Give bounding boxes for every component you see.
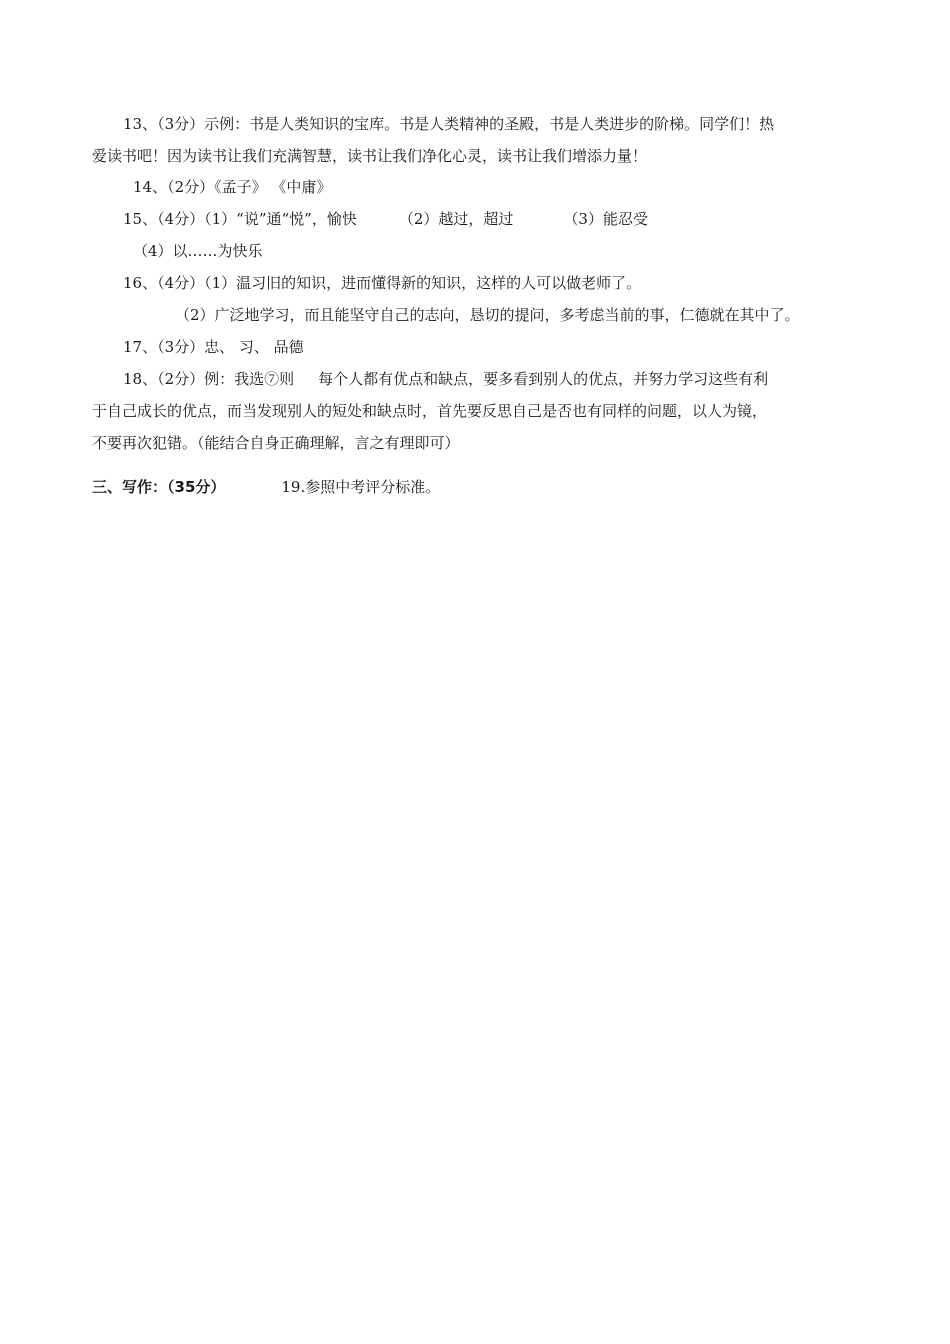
answer-18-line-3: 不要再次犯错。（能结合自身正确理解，言之有理即可）: [92, 434, 460, 452]
answer-18-line-2: 于自己成长的优点，而当发现别人的短处和缺点时，首先要反思自己是否也有同样的问题，以人为镜，: [92, 402, 768, 420]
answer-16-line-2: （2）广泛地学习，而且能坚守自己的志向，恳切的提问，多考虑当前的事，仁德就在其中了。: [175, 306, 800, 324]
answer-18-line-1: [123, 369, 768, 389]
answer-15-part-1: 15、（4分）（1）“说”通“悦”，愉快: [123, 210, 357, 228]
answer-13-line-1: 13、（3分）示例：书是人类知识的宝库。书是人类精神的圣殿，书是人类进步的阶梯。同学们！热: [123, 115, 775, 133]
answer-18-part-1: 18、（2分）例：我选⑦则: [123, 370, 295, 388]
answer-15-line-2: （4）以……为快乐: [133, 242, 263, 260]
answer-18-part-2: 每个人都有优点和缺点，要多看到别人的优点，并努力学习这些有利: [318, 370, 769, 388]
answer-13-line-2: 爱读书吧！因为读书让我们充满智慧，读书让我们净化心灵，读书让我们增添力量！: [92, 147, 648, 165]
answer-15-line-1: [123, 209, 648, 229]
answer-14: 14、（2分）《孟子》 《中庸》: [133, 178, 332, 196]
answer-15-part-2: （2）越过，超过: [398, 210, 514, 228]
answer-17: 17、（3分）忠、 习、 品德: [123, 338, 304, 356]
writing-section-note: 19.参照中考评分标准。: [281, 478, 441, 496]
writing-section-line: [92, 477, 440, 497]
answer-15-part-3: （3）能忍受: [563, 210, 648, 228]
writing-section-heading: 三、写作：（35分）: [92, 478, 226, 496]
answer-16-line-1: 16、（4分）（1）温习旧的知识，进而懂得新的知识，这样的人可以做老师了。: [123, 274, 642, 292]
